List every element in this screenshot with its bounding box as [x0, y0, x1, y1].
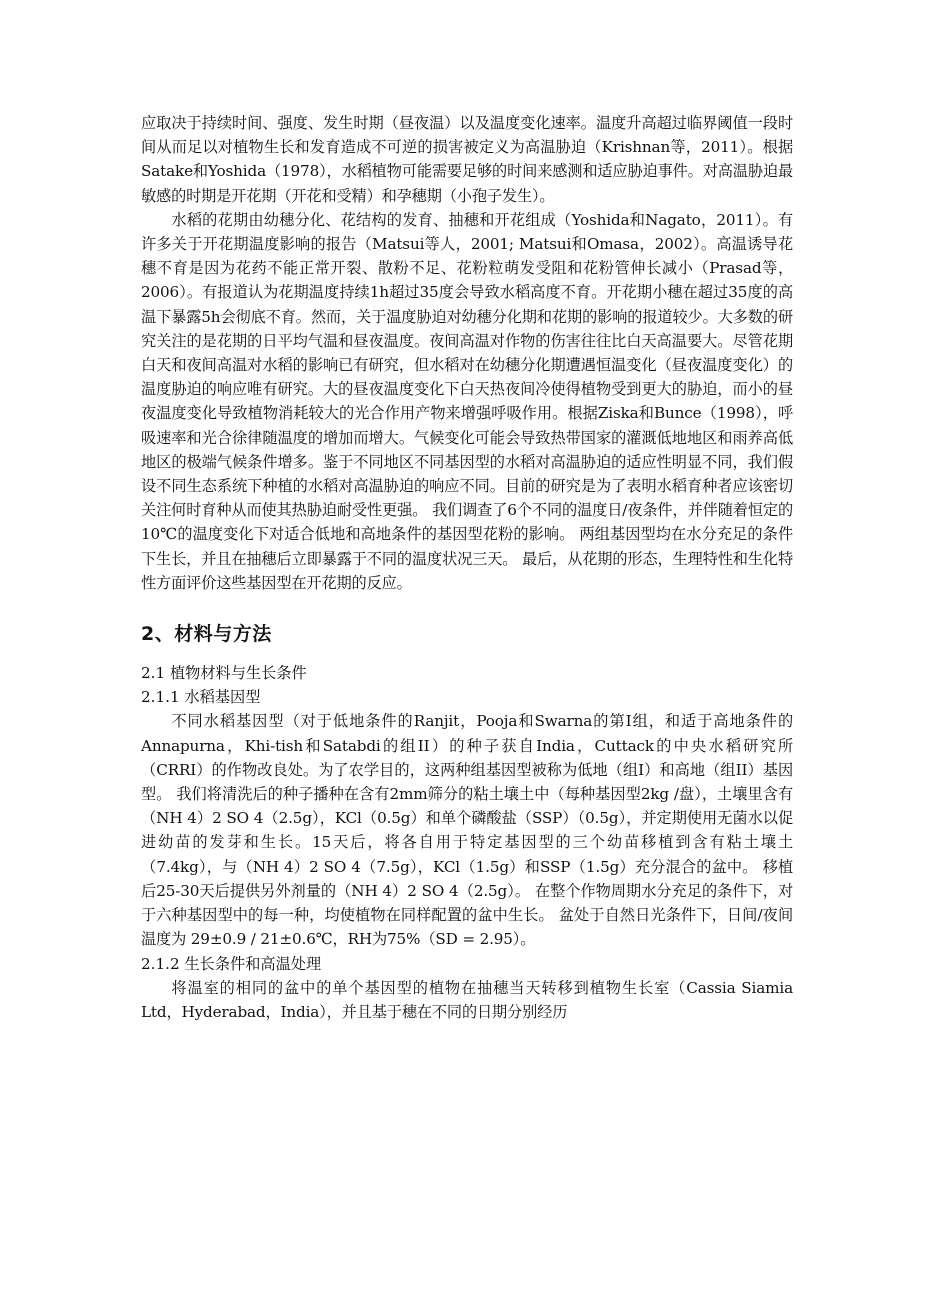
intro-paragraph-1: 应取决于持续时间、强度、发生时期（昼夜温）以及温度变化速率。温度升高超过临界阈值一段时间从而足以对植物生长和发育造成不可逆的损害被定义为高温胁迫（Krishnan等，2011）。根据Satake和Yoshida（1978），水稻植物可能需要足够的时间来感测和适应胁迫事件。对高温胁迫最敏感的时期是开花期（开花和受精）和孕穗期（小孢子发生）。 — [141, 114, 793, 205]
subsection-2-1-2-title: 2.1.2 生长条件和高温处理 — [141, 954, 322, 973]
section-heading-materials-methods: 2、材料与方法 — [141, 623, 272, 646]
growth-conditions-paragraph: 将温室的相同的盆中的单个基因型的植物在抽穗当天转移到植物生长室（Cassia Siamia Ltd，Hyderabad，India），并且基于穗在不同的日期分别经历 — [141, 978, 793, 1021]
subsection-2-1-1-title: 2.1.1 水稻基因型 — [141, 688, 261, 707]
genotype-paragraph: 不同水稻基因型（对于低地条件的Ranjit，Pooja和Swarna的第I组，和适于高地条件的Annapurna，Khi-tish和Satabdi的组II）的种子获自India，Cuttack的中央水稻研究所（CRRI）的作物改良处。为了农学目的，这两种组基因型被称为低地（组I）和高地（组II）基因型。 我们将清洗后的种子播种在含有2mm筛分的粘土壤土中（每种基因型2kg /盘），土壤里含有（NH 4）2 SO 4（2.5g），KCl（0.5g）和单个磷酸盐（SSP）（0.5g），并定期使用无菌水以促进幼苗的发芽和生长。15天后，将各自用于特定基因型的三个幼苗移植到含有粘土壤土（7.4kg），与（NH 4）2 SO 4（7.5g），KCl（1.5g）和SSP（1.5g）充分混合的盆中。 移植后25-30天后提供另外剂量的（NH 4）2 SO 4（2.5g）。 在整个作物周期水分充足的条件下，对于六种基因型中的每一种，均使植物在同样配置的盆中生长。 盆处于自然日光条件下，日间/夜间温度为 29±0.9 / 21±0.6℃，RH为75%（SD = 2.95）。 — [141, 712, 793, 949]
intro-paragraph-2: 水稻的花期由幼穗分化、花结构的发育、抽穗和开花组成（Yoshida和Nagato，2011）。有许多关于开花期温度影响的报告（Matsui等人，2001; Matsui和Omasa，2002）。高温诱导花穗不育是因为花药不能正常开裂、散粉不足、花粉粒萌发受阻和花粉管伸长减小（Prasad等，2006）。有报道认为花期温度持续1h超过35度会导致水稻高度不育。开花期小穗在超过35度的高温下暴露5h会彻底不育。然而，关于温度胁迫对幼穗分化期和花期的影响的报道较少。大多数的研究关注的是花期的日平均气温和昼夜温度。夜间高温对作物的伤害往往比白天高温要大。尽管花期白天和夜间高温对水稻的影响已有研究，但水稻对在幼穗分化期遭遇恒温变化（昼夜温度变化）的温度胁迫的响应唯有研究。大的昼夜温度变化下白天热夜间冷使得植物受到更大的胁迫，而小的昼夜温度变化导致植物消耗较大的光合作用产物来增强呼吸作用。根据Ziska和Bunce（1998），呼吸速率和光合徐律随温度的增加而增大。气候变化可能会导致热带国家的灌溉低地地区和雨养高低地区的极端气候条件增多。鉴于不同地区不同基因型的水稻对高温胁迫的适应性明显不同，我们假设不同生态系统下种植的水稻对高温胁迫的响应不同。目前的研究是为了表明水稻育种者应该密切关注何时育种从而使其热胁迫耐受性更强。 我们调查了6个不同的温度日/夜条件，并伴随着恒定的10℃的温度变化下对适合低地和高地条件的基因型花粉的影响。 两组基因型均在水分充足的条件下生长，并且在抽穗后立即暴露于不同的温度状况三天。 最后，从花期的形态，生理特性和生化特性方面评价这些基因型在开花期的反应。 — [141, 210, 793, 592]
subsection-2-1-title: 2.1 植物材料与生长条件 — [141, 664, 307, 683]
document-page — [141, 111, 793, 1024]
